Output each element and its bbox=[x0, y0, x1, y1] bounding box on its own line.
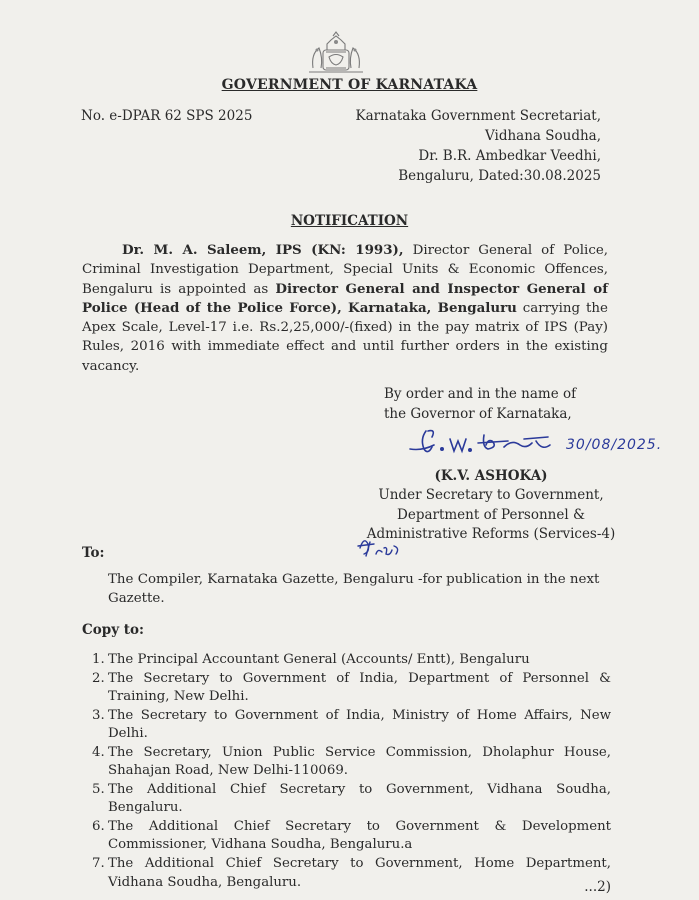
list-number: 7. bbox=[92, 856, 105, 872]
list-text: The Secretary to Government of India, Ministry of Home Affairs, New Delhi. bbox=[108, 707, 611, 742]
to-label: To: bbox=[82, 545, 105, 561]
list-item bbox=[92, 855, 611, 892]
order-line: By order and in the name of bbox=[384, 386, 577, 402]
list-number: 3. bbox=[92, 707, 105, 723]
body-text: Director General of Police, Criminal Investigation Department, Special Units & Economic Offences, Bengaluru is appointed as bbox=[82, 243, 609, 297]
list-number: 6. bbox=[92, 819, 105, 835]
signatory-section: Administrative Reforms (Services-4) bbox=[366, 525, 616, 542]
list-text: The Principal Accountant General (Accounts/ Entt), Bengaluru bbox=[108, 652, 530, 667]
handwritten-signature bbox=[408, 425, 568, 461]
list-item bbox=[92, 707, 611, 744]
address-line: Dr. B.R. Ambedkar Veedhi, bbox=[418, 148, 601, 164]
government-heading: GOVERNMENT OF KARNATAKA bbox=[221, 77, 478, 93]
order-authority bbox=[384, 385, 576, 424]
list-number: 2. bbox=[92, 670, 105, 686]
list-item bbox=[92, 818, 611, 855]
notification-body bbox=[82, 241, 608, 376]
list-item bbox=[92, 744, 611, 781]
copy-to-list bbox=[92, 651, 611, 892]
address-line: Vidhana Soudha, bbox=[485, 128, 601, 144]
list-item bbox=[92, 781, 611, 818]
recipient-text: The Compiler, Karnataka Gazette, Bengaluru -for publication in the next Gazette. bbox=[108, 572, 600, 606]
list-item bbox=[92, 670, 611, 707]
handwritten-date: 30/08/2025. bbox=[566, 437, 663, 453]
appointed-post: Director General and Inspector General of Police (Head of the Police Force), Karnataka, Bengaluru bbox=[82, 280, 608, 316]
list-number: 1. bbox=[92, 652, 105, 667]
list-text: The Additional Chief Secretary to Government, Vidhana Soudha, Bengaluru. bbox=[108, 782, 611, 816]
list-text: The Additional Chief Secretary to Government & Development Commissioner, Vidhana Soudha, Bengaluru.a bbox=[108, 819, 611, 853]
initials-mark bbox=[356, 534, 404, 562]
issuing-address bbox=[356, 106, 601, 186]
list-item bbox=[92, 651, 611, 669]
list-text: The Secretary, Union Public Service Commission, Dholaphur House, Shahajan Road, New Delhi-110069. bbox=[108, 744, 611, 779]
notification-title: NOTIFICATION bbox=[290, 213, 409, 229]
signatory-block bbox=[356, 467, 626, 544]
page-continuation: ...2) bbox=[584, 879, 611, 895]
address-line: Karnataka Government Secretariat, bbox=[355, 108, 601, 124]
order-line: the Governor of Karnataka, bbox=[384, 405, 572, 422]
state-emblem-icon bbox=[305, 30, 367, 76]
address-date-line: Bengaluru, Dated:30.08.2025 bbox=[398, 168, 601, 184]
list-text: The Additional Chief Secretary to Government, Home Department, Vidhana Soudha, Bengaluru. bbox=[108, 856, 611, 890]
list-number: 5. bbox=[92, 782, 105, 798]
signatory-name: (K.V. ASHOKA) bbox=[434, 468, 548, 484]
reference-number: No. e-DPAR 62 SPS 2025 bbox=[81, 108, 253, 124]
signatory-designation: Under Secretary to Government, bbox=[378, 487, 604, 504]
copy-to-label: Copy to: bbox=[82, 622, 144, 638]
list-text: The Secretary to Government of India, Department of Personnel & Training, New Delhi. bbox=[108, 670, 611, 705]
signatory-department: Department of Personnel & bbox=[397, 506, 585, 523]
officer-name: Dr. M. A. Saleem, IPS (KN: 1993), bbox=[122, 242, 404, 258]
body-text: carrying the Apex Scale, Level-17 i.e. Rs.2,25,000/-(fixed) in the pay matrix of IPS (Pay) Rules, 2016 with immediate effect and until further orders in the existing vacancy. bbox=[82, 300, 608, 374]
list-number: 4. bbox=[92, 744, 105, 760]
